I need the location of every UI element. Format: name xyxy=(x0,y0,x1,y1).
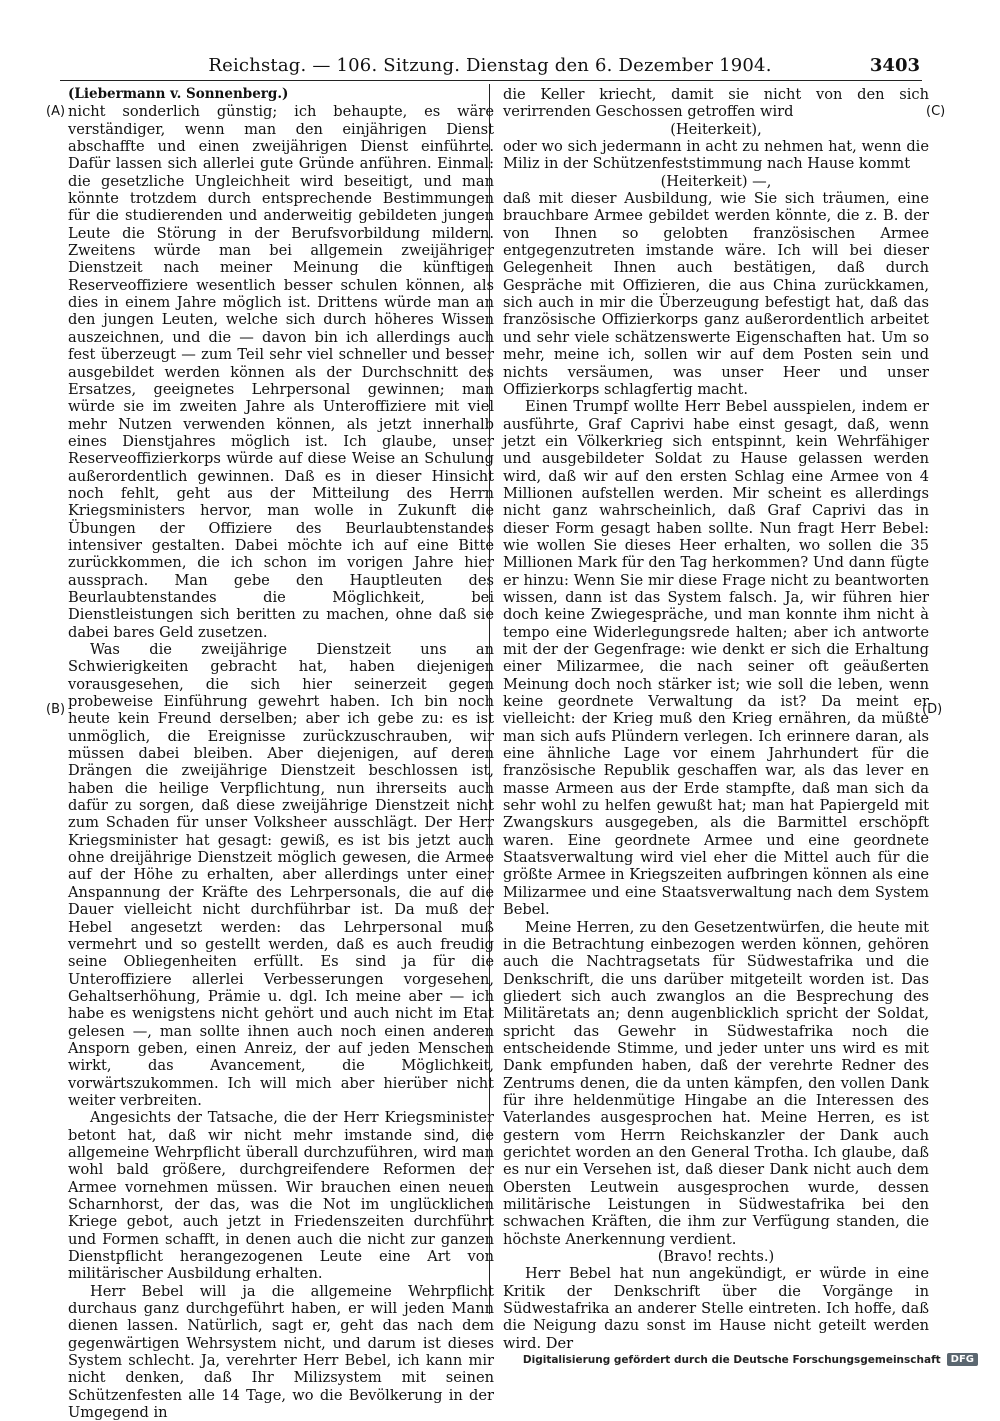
column-divider xyxy=(489,84,490,1314)
right-column xyxy=(503,86,929,1352)
paragraph: oder wo sich jedermann in acht zu nehmen hat, wenn die Miliz in der Schützenfeststimmung nach Hause kommt xyxy=(503,138,929,173)
left-column xyxy=(68,86,494,1421)
page-number: 3403 xyxy=(869,55,920,76)
paragraph: daß mit dieser Ausbildung, wie Sie sich träumen, eine brauchbare Armee gebildet werden könnte, die z. B. der von Ihnen so gelobten französischen Armee entgegenzutreten imstande wäre. Ich will bei dieser Gelegenheit Ihnen auch bestätigen, daß durch Gespräche mit Offizieren, die aus China zurückkamen, sich auch in mir die Überzeugung befestigt hat, daß das französische Offizierkorps ganz außerordentlich arbeitet und sehr viele schätzenswerte Eigenschaften hat. Um so mehr, meine ich, sollen wir auf dem Posten sein und nichts versäumen, was unser Heer und unser Offizierkorps schlagfertig macht. xyxy=(503,190,929,398)
paragraph: Herr Bebel hat nun angekündigt, er würde in eine Kritik der Denkschrift über die Vorgänge in Südwestafrika an anderer Stelle eintreten. Ich hoffe, daß die Neigung dazu sonst im Hause nicht geteilt werden wird. Der xyxy=(503,1265,929,1352)
paragraph: Was die zweijährige Dienstzeit uns an Schwierigkeiten gebracht hat, haben diejenigen vorausgesehen, die sich hier seinerzeit gegen probeweise Einführung gewehrt haben. Ich bin noch heute kein Freund derselben; aber ich gebe zu: es ist unmöglich, die Ereignisse zurückzuschrauben, wir müssen dabei bleiben. Aber diejenigen, auf deren Drängen die zweijährige Dienstzeit beschlossen ist, haben die heilige Verpflichtung, nun ihrerseits auch dafür zu sorgen, daß diese zweijährige Dienstzeit nicht zum Schaden für unser Volksheer ausschlägt. Der Herr Kriegsminister hat gesagt: gewiß, es ist bis jetzt auch ohne dreijährige Dienstzeit möglich gewesen, die Armee auf der Höhe zu erhalten, aber allerdings unter einer Anspannung der Kräfte des Lehrpersonals, die auf die Dauer vielleicht nicht durchführbar ist. Da muß der Hebel angesetzt werden: das Lehrpersonal muß vermehrt und so gestellt werden, daß es auch freudig seine Obliegenheiten erfüllt. Es sind ja für die Unteroffiziere allerlei Verbesserungen vorgesehen, Gehaltserhöhung, Prämie u. dgl. Ich meine aber — ich habe es wenigstens nicht gehört und auch nicht im Etat gelesen —, man sollte ihnen auch noch einen anderen Ansporn geben, einen Anreiz, der auf jeden Menschen wirkt, das Avancement, die Möglichkeit, vorwärtszukommen. Ich will mich aber hierüber nicht weiter verbreiten. xyxy=(68,641,494,1109)
funding-note: Digitalisierung gefördert durch die Deutsche Forschungsgemeinschaft xyxy=(522,1353,941,1366)
interjection: (Heiterkeit) —, xyxy=(660,172,772,190)
margin-mark-a: (A) xyxy=(46,104,66,119)
paragraph: nicht sonderlich günstig; ich behaupte, es wäre verständiger, wenn man den einjährigen Dienst abschaffte und einen zweijährigen Dienst einführte. Dafür lassen sich allerlei gute Gründe anführen. Einmal: die gesetzliche Ungleichheit wird beseitigt, und man könnte trotzdem durch entsprechende Bestimmungen für die studierenden und anderweitig gebildeten jungen Leute die Störung in der Berufsvorbildung mildern. Zweitens würde man bei allgemein zweijähriger Dienstzeit nach meiner Meinung die künftigen Reserveoffiziere wesentlich besser schulen können, als dies in einem Jahre möglich ist. Drittens würde man an den jungen Leuten, welche sich durch höheres Wissen auszeichnen, und die — davon bin ich allerdings auch fest überzeugt — zum Teil sehr viel schneller und besser ausgebildet werden können als der Durchschnitt des Ersatzes, geeignetes Lehrpersonal gewinnen; man würde sie im zweiten Jahre als Unteroffiziere mit viel mehr Nutzen verwenden können, als jetzt innerhalb eines Dienstjahres möglich ist. Ich glaube, unser Reserveoffizierkorps würde auf diese Weise an Schulung außerordentlich gewinnen. Daß es in dieser Hinsicht noch fehlt, geht aus der Mitteilung des Herrn Kriegsministers hervor, man wolle in Zukunft die Übungen der Offiziere des Beurlaubtenstandes intensiver gestalten. Dabei möchte ich auf eine Bitte zurückkommen, die ich schon im vorigen Jahre hier aussprach. Man gebe den Hauptleuten des Beurlaubtenstandes die Möglichkeit, bei Dienstleistungen sich beritten zu machen, ohne daß sie dabei bares Geld zusetzen. xyxy=(68,103,494,641)
paragraph: die Keller kriecht, damit sie nicht von den sich verirrenden Geschossen getroffen wird xyxy=(503,86,929,121)
page-header xyxy=(60,55,920,79)
speaker-name: (Liebermann v. Sonnenberg.) xyxy=(68,86,289,102)
paragraph: Einen Trumpf wollte Herr Bebel ausspielen, indem er ausführte, Graf Caprivi habe einst gesagt, daß, wenn jetzt ein Völkerkrieg sich entspinnt, kein Wehrfähiger und ausgebildeter Soldat zu Hause gelassen werden wird, daß wir auf den ersten Schlag eine Armee von 4 Millionen aufstellen werden. Mir scheint es allerdings nicht ganz wahrscheinlich, daß Graf Caprivi das in dieser Form gesagt haben sollte. Nun fragt Herr Bebel: wie wollen Sie dieses Heer erhalten, wo sollen die 35 Millionen Mark für den Tag herkommen? Und dann fügte er hinzu: Wenn Sie mir diese Frage nicht zu beantworten wissen, dann ist das System falsch. Ja, wir führen hier doch keine Zwiegespräche, und man konnte ihm nicht à tempo eine Widerlegungsrede halten; aber ich antworte mit der der Gegenfrage: wie denkt er sich die Erhaltung einer Milizarmee, die nach seiner oft geäußerten Meinung doch noch stärker ist; wie soll die leben, wenn keine geordnete Verwaltung da ist? Da meint er vielleicht: der Krieg muß den Krieg ernähren, da müßte man sich aufs Plündern verlegen. Ich erinnere daran, als eine ähnliche Lage vor einem Jahrhundert für die französische Republik geschaffen war, als das lever en masse Armeen aus der Erde stampfte, daß man sich da sehr wohl zu helfen gewußt hat; man hat Papiergeld mit Zwangskurs ausgegeben, als die Barmittel erschöpft waren. Eine geordnete Armee und eine geordnete Staatsverwaltung wird viel eher die Mittel auch für die größte Armee in Kriegszeiten aufbringen können als eine Milizarmee und eine Staatsverwaltung nach dem System Bebel. xyxy=(503,398,929,919)
paragraph: Angesichts der Tatsache, die der Herr Kriegsminister betont hat, daß wir nicht mehr imstande sind, die allgemeine Wehrpflicht überall durchzuführen, wird man wohl bald größere, durchgreifendere Reformen der Armee vornehmen müssen. Wir brauchen einen neuen Scharnhorst, der das, was die Not im unglücklichen Kriege gebot, auch jetzt in Friedenszeiten durchführt und Formen schafft, in denen auch die nicht zur ganzen Dienstpflicht herangezogenen Leute eine Art von militärischer Ausbildung erhalten. xyxy=(68,1109,494,1283)
paragraph: Meine Herren, zu den Gesetzentwürfen, die heute mit in die Betrachtung einbezogen werden können, gehören auch die Nachtragsetats für Südwestafrika und die Denkschrift, die uns darüber mitgeteilt worden ist. Das gliedert sich auch zwanglos an die Besprechung des Militäretats an; denn augenblicklich spricht der Soldat, spricht das Gewehr in Südwestafrika noch die entscheidende Stimme, und jeder unter uns wird es mit Dank empfunden haben, daß der verehrte Redner des Zentrums denen, die da unten kämpfen, den vollen Dank für ihre heldenmütige Hingabe an die Interessen des Vaterlandes ausgesprochen hat. Meine Herren, es ist gestern vom Herrn Reichskanzler der Dank auch gerichtet worden an den General Trotha. Ich glaube, daß es nur ein Versehen ist, daß dieser Dank nicht auch dem Obersten Leutwein ausgesprochen wurde, dessen militärische Leistungen in Südwestafrika bei den schwachen Kräften, die ihm zur Verfügung standen, die höchste Anerkennung verdient. xyxy=(503,918,929,1248)
margin-mark-b: (B) xyxy=(46,702,66,717)
interjection: (Heiterkeit), xyxy=(670,120,762,138)
running-title: Reichstag. — 106. Sitzung. Dienstag den 6. Dezember 1904. xyxy=(208,55,772,76)
margin-mark-d: (D) xyxy=(922,702,943,717)
footer-credit xyxy=(523,1353,978,1366)
paragraph: Herr Bebel will ja die allgemeine Wehrpflicht durchaus ganz durchgeführt haben, er will jeden Mann dienen lassen. Natürlich, sagt er, geht das nach dem gegenwärtigen Wehrsystem nicht, und darum ist dieses System schlecht. Ja, verehrter Herr Bebel, ich kann mir nicht denken, daß Ihr Milizsystem mit seinen Schützenfesten alle 14 Tage, wo die Bevölkerung in der Umgegend in xyxy=(68,1282,494,1421)
header-rule xyxy=(60,80,922,81)
interjection: (Bravo! rechts.) xyxy=(657,1248,775,1266)
dfg-logo: DFG xyxy=(947,1353,978,1366)
margin-mark-c: (C) xyxy=(926,104,946,119)
